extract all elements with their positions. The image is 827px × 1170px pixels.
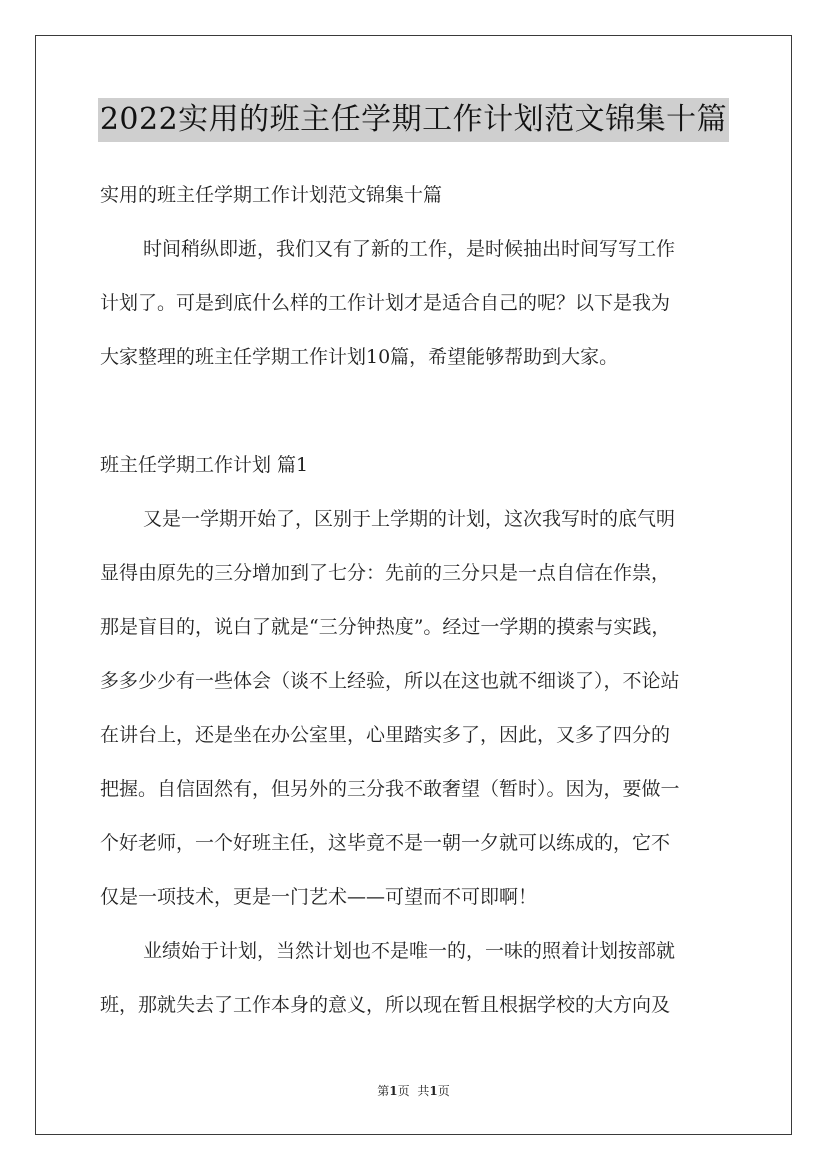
page-number: 1 <box>389 1084 398 1098</box>
title-wrap <box>0 98 827 142</box>
paragraph-line: 业绩始于计划，当然计划也不是唯一的，一味的照着计划按部就 <box>143 940 676 962</box>
paragraph-line: 在讲台上，还是坐在办公室里，心里踏实多了，因此，又多了四分的 <box>100 724 671 746</box>
document-title: 2022实用的班主任学期工作计划范文锦集十篇 <box>98 98 729 142</box>
subtitle: 实用的班主任学期工作计划范文锦集十篇 <box>100 184 443 206</box>
paragraph-line: 仅是一项技术，更是一门艺术——可望而不可即啊！ <box>100 886 538 908</box>
total-suffix: 页 <box>437 1084 450 1098</box>
intro-line: 计划了。可是到底什么样的工作计划才是适合自己的呢？以下是我为 <box>100 292 671 314</box>
page-suffix: 页 <box>397 1084 410 1098</box>
paragraph-line: 显得由原先的三分增加到了七分：先前的三分只是一点自信在作祟， <box>100 562 671 584</box>
total-prefix: 共 <box>417 1084 430 1098</box>
section-heading: 班主任学期工作计划 篇1 <box>100 454 309 476</box>
paragraph-line: 又是一学期开始了，区别于上学期的计划，这次我写时的底气明 <box>143 508 676 530</box>
page-footer <box>0 1082 827 1099</box>
paragraph-line: 个好老师，一个好班主任，这毕竟不是一朝一夕就可以练成的，它不 <box>100 832 671 854</box>
total-pages: 1 <box>429 1084 438 1098</box>
intro-line: 时间稍纵即逝，我们又有了新的工作，是时候抽出时间写写工作 <box>143 238 676 260</box>
paragraph-line: 班，那就失去了工作本身的意义，所以现在暂且根据学校的大方向及 <box>100 994 671 1016</box>
paragraph-line: 那是盲目的，说白了就是“三分钟热度”。经过一学期的摸索与实践， <box>100 616 671 638</box>
paragraph-line: 多多少少有一些体会（谈不上经验，所以在这也就不细谈了），不论站 <box>100 670 680 692</box>
intro-line: 大家整理的班主任学期工作计划10篇，希望能够帮助到大家。 <box>100 346 619 368</box>
page-prefix: 第 <box>377 1084 390 1098</box>
paragraph-line: 把握。自信固然有，但另外的三分我不敢奢望（暂时）。因为，要做一 <box>100 778 680 800</box>
